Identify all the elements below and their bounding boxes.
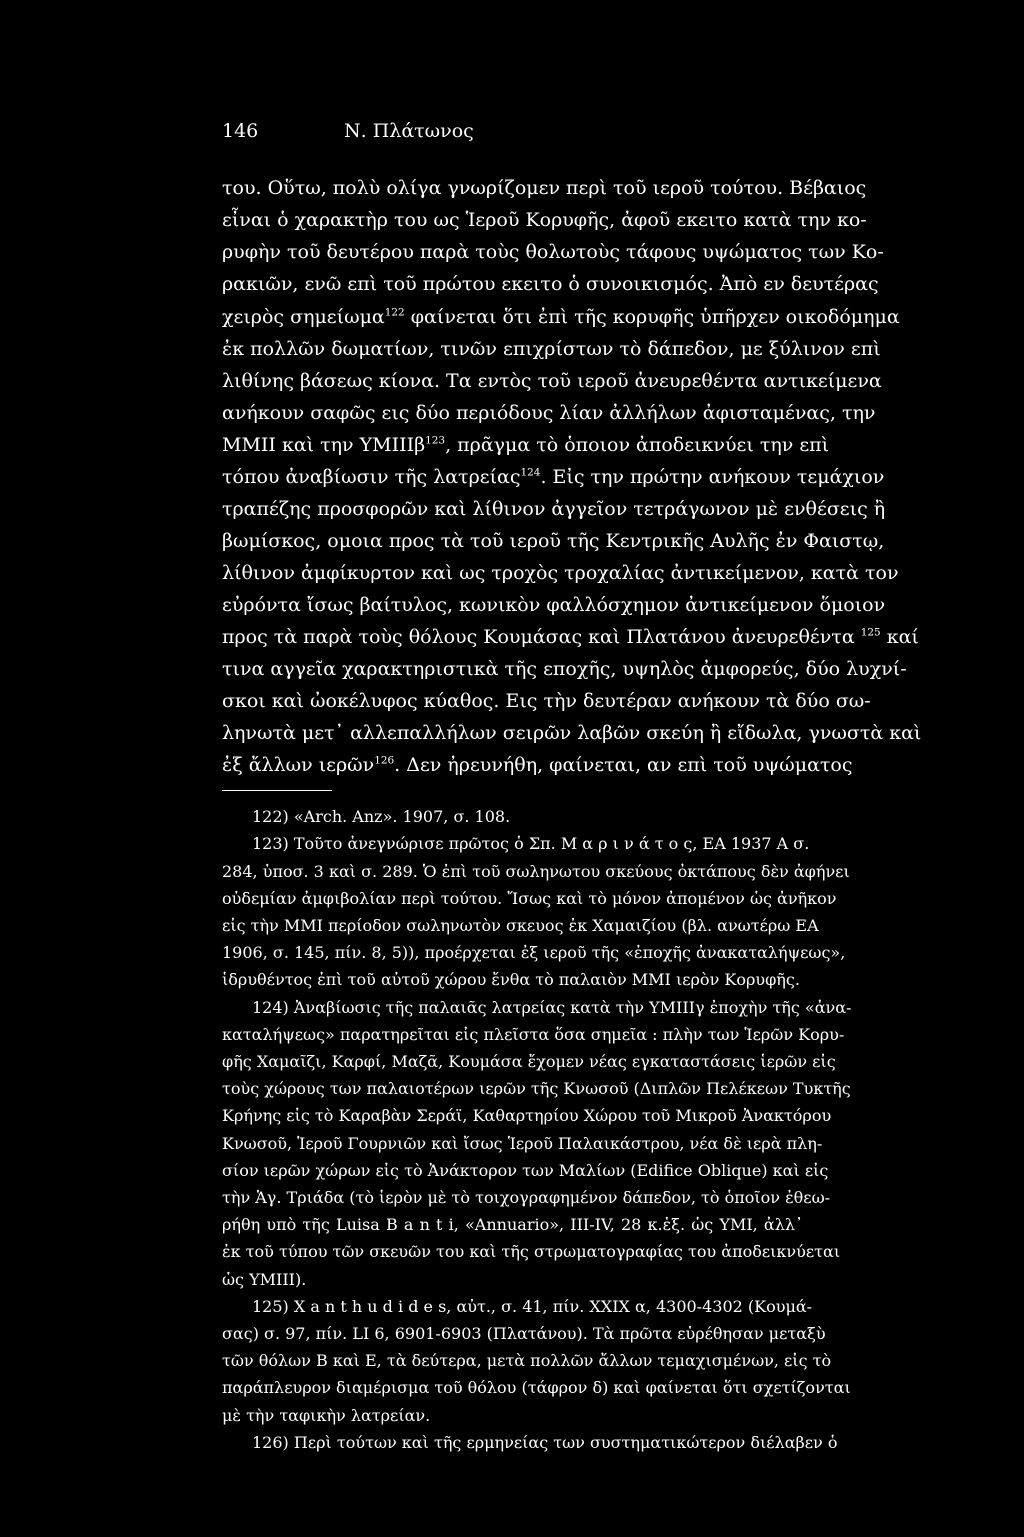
page-number: 146 <box>222 120 259 142</box>
footnote-line: Κνωσοῦ, Ἱεροῦ Γουρνιῶν καὶ ἴσως Ἱεροῦ Παλαικάστρου, νέα δὲ ιερὰ πλη- <box>222 1134 823 1153</box>
footnote-line: ρήθη υπὸ τῆς Luisa B a n t i, «Annuario», III-IV, 28 κ.ἑξ. ὡς ΥΜΙ, ἀλλ᾽ <box>222 1215 803 1234</box>
body-line: βωμίσκος, ομοια προς τὰ τοῦ ιεροῦ τῆς Κεντρικῆς Αυλῆς ἐν Φαιστῳ, <box>222 530 885 552</box>
footnote-line: ὡς ΥΜΙΙΙ). <box>222 1270 307 1289</box>
footnote-rule <box>222 790 332 791</box>
body-line: χειρὸς σημείωμα$^{122}$ φαίνεται ὅτι ἐπὶ τῆς κορυφῆς ὑπῆρχεν οικοδόμημα <box>222 306 900 328</box>
footnote-line: μὲ τὴν ταφικὴν λατρείαν. <box>222 1406 431 1425</box>
body-line: εἶναι ὁ χαρακτὴρ του ως Ἱεροῦ Κορυφῆς, ἀφοῦ εκειτο κατὰ την κο- <box>222 209 867 231</box>
footnote-line: καταλήψεως» παρατηρεῖται εἰς πλεῖστα ὅσα σημεῖα : πλὴν των Ἱερῶν Κορυ- <box>222 1025 845 1044</box>
footnote-line: ἱδρυθέντος ἐπὶ τοῦ αὐτοῦ χώρου ἔνθα τὸ παλαιὸν ΜΜΙ ιερὸν Κορυφῆς. <box>222 970 800 989</box>
body-line: λίθινον ἀμφίκυρτον καὶ ως τροχὸς τροχαλίας ἀντικείμενον, κατὰ τον <box>222 562 899 584</box>
footnote-line: οὐδεμίαν ἀμφιβολίαν περὶ τούτου. Ἴσως καὶ τὸ μόνον ἀπομένον ὡς ἀνῆκον <box>222 889 837 908</box>
body-line: ἐκ πολλῶν δωματίων, τινῶν επιχρίστων τὸ δάπεδον, με ξύλινον επὶ <box>222 338 881 360</box>
body-line: ρυφὴν τοῦ δευτέρου παρὰ τοὺς θολωτοὺς τάφους υψώματος των Κο- <box>222 241 884 263</box>
footnote-line: 284, ὑποσ. 3 καὶ σ. 289. Ὁ ἐπὶ τοῦ σωληνωτου σκεύους ὀκτάπους δὲν ἀφήνει <box>222 862 850 881</box>
footnote-line: 126) Περὶ τούτων καὶ τῆς ερμηνείας των συστηματικώτερον διέλαβεν ὁ <box>252 1433 838 1452</box>
note-ref: 122 <box>384 306 405 319</box>
body-line: εὐρόντα ἴσως βαίτυλος, κωνικὸν φαλλόσχημον ἀντικείμενον ὅμοιον <box>222 594 886 616</box>
body-line: λιθίνης βάσεως κίονα. Τα εντὸς τοῦ ιεροῦ ἀνευρεθέντα αντικείμενα <box>222 370 882 392</box>
body-line: του. Οὕτω, πολὺ ολίγα γνωρίζομεν περὶ τοῦ ιεροῦ τούτου. Βέβαιος <box>222 177 867 199</box>
body-line: ρακιῶν, ενῶ επὶ τοῦ πρώτου εκειτο ὁ συνοικισμός. Ἀπὸ εν δευτέρας <box>222 273 879 295</box>
body-line: τινα αγγεῖα χαρακτηριστικὰ τῆς εποχῆς, υψηλὸς ἀμφορεύς, δύο λυχνί- <box>222 658 907 680</box>
note-ref: 124 <box>520 466 541 479</box>
footnote-line: εἰς τὴν ΜΜΙ περίοδον σωληνωτὸν σκευος ἐκ Χαμαιζίου (βλ. ανωτέρω ΕΑ <box>222 916 819 935</box>
note-ref: 125 <box>860 626 881 639</box>
footnote-line: τὴν Ἁγ. Τριάδα (τὸ ἱερὸν μὲ τὸ τοιχογραφημένον δάπεδον, τὸ ὁποῖον ἐθεω- <box>222 1188 831 1207</box>
note-ref: 123 <box>425 434 446 447</box>
page-header <box>222 120 802 150</box>
footnote-line: σίον ιερῶν χώρων εἰς τὸ Ἀνάκτορον των Μαλίων (Edifice Oblique) καὶ εἰς <box>222 1161 829 1180</box>
body-line: ληνωτὰ μετ᾽ αλλεπαλλήλων σειρῶν λαβῶν σκεύη ἢ εἴδωλα, γνωστὰ καὶ <box>222 722 922 744</box>
footnote-line: ἐκ τοῦ τύπου τῶν σκευῶν του καὶ τῆς στρωματογραφίας του ἀποδεικνύεται <box>222 1242 841 1261</box>
footnote-line: σας) σ. 97, πίν. LI 6, 6901-6903 (Πλατάνου). Τὰ πρῶτα εὑρέθησαν μεταξὺ <box>222 1324 826 1343</box>
footnote-line: φῆς Χαμαῖζι, Καρφί, Μαζᾶ, Κουμάσα ἔχομεν νέας εγκαταστάσεις ἱερῶν εἰς <box>222 1052 836 1071</box>
body-line: προς τὰ παρὰ τοὺς θόλους Κουμάσας καὶ Πλατάνου ἀνευρεθέντα $^{125}$ καί <box>222 626 919 648</box>
body-line: τόπου ἀναβίωσιν τῆς λατρείας$^{124}$. Εἰς την πρώτην ανήκουν τεμάχιον <box>222 466 885 488</box>
running-head-author: Ν. Πλάτωνος <box>344 120 474 142</box>
note-ref: 126 <box>374 754 395 767</box>
footnote-line: τῶν θόλων Β καὶ Ε, τὰ δεύτερα, μετὰ πολλῶν ἄλλων τεμαχισμένων, εἰς τὸ <box>222 1351 832 1370</box>
footnote-line: 125) X a n t h u d i d e s, αὐτ., σ. 41, πίν. XXIX α, 4300-4302 (Κουμά- <box>252 1297 813 1316</box>
body-line: σκοι καὶ ὠοκέλυφος κύαθος. Εις τὴν δευτέραν ανήκουν τὰ δύο σω- <box>222 690 871 712</box>
footnote-line: 123) Τοῦτο ἀνεγνώρισε πρῶτος ὁ Σπ. Μ α ρ ι ν ά τ ο ς, ΕΑ 1937 Α σ. <box>252 834 810 853</box>
footnote-line: 124) Ἀναβίωσις τῆς παλαιᾶς λατρείας κατὰ τὴν ΥΜΙΙΙγ ἐποχὴν τῆς «ἀνα- <box>252 998 852 1017</box>
footnote-line: 122) «Arch. Anz». 1907, σ. 108. <box>252 807 511 826</box>
footnote-line: τοὺς χώρους των παλαιοτέρων ιερῶν τῆς Κνωσοῦ (Διπλῶν Πελέκεων Τυκτῆς <box>222 1079 851 1098</box>
footnote-line: 1906, σ. 145, πίν. 8, 5)), προέρχεται ἐξ ιεροῦ τῆς «ἐποχῆς ἀνακαταλήψεως», <box>222 943 846 962</box>
footnote-line: παράπλευρον διαμέρισμα τοῦ θόλου (τάφρον δ) καὶ φαίνεται ὅτι σχετίζονται <box>222 1378 851 1397</box>
body-line: ανήκουν σαφῶς εις δύο περιόδους λίαν ἀλλήλων ἀφισταμένας, την <box>222 402 876 424</box>
body-line: ἐξ ἄλλων ιερῶν$^{126}$. Δεν ἠρευνήθη, φαίνεται, αν επὶ τοῦ υψώματος <box>222 754 853 776</box>
body-line: ΜΜΙΙ καὶ την ΥΜΙΙΙβ$^{123}$, πρᾶγμα τὸ ὁποιον ἀποδεικνύει την επὶ <box>222 434 830 456</box>
body-line: τραπέζης προσφορῶν καὶ λίθινον ἀγγεῖον τετράγωνον μὲ ενθέσεις ἢ <box>222 498 886 520</box>
footnote-line: Κρήνης εἰς τὸ Καραβὰν Σεράϊ, Καθαρτηρίου Χώρου τοῦ Μικροῦ Ἀνακτόρου <box>222 1106 832 1125</box>
